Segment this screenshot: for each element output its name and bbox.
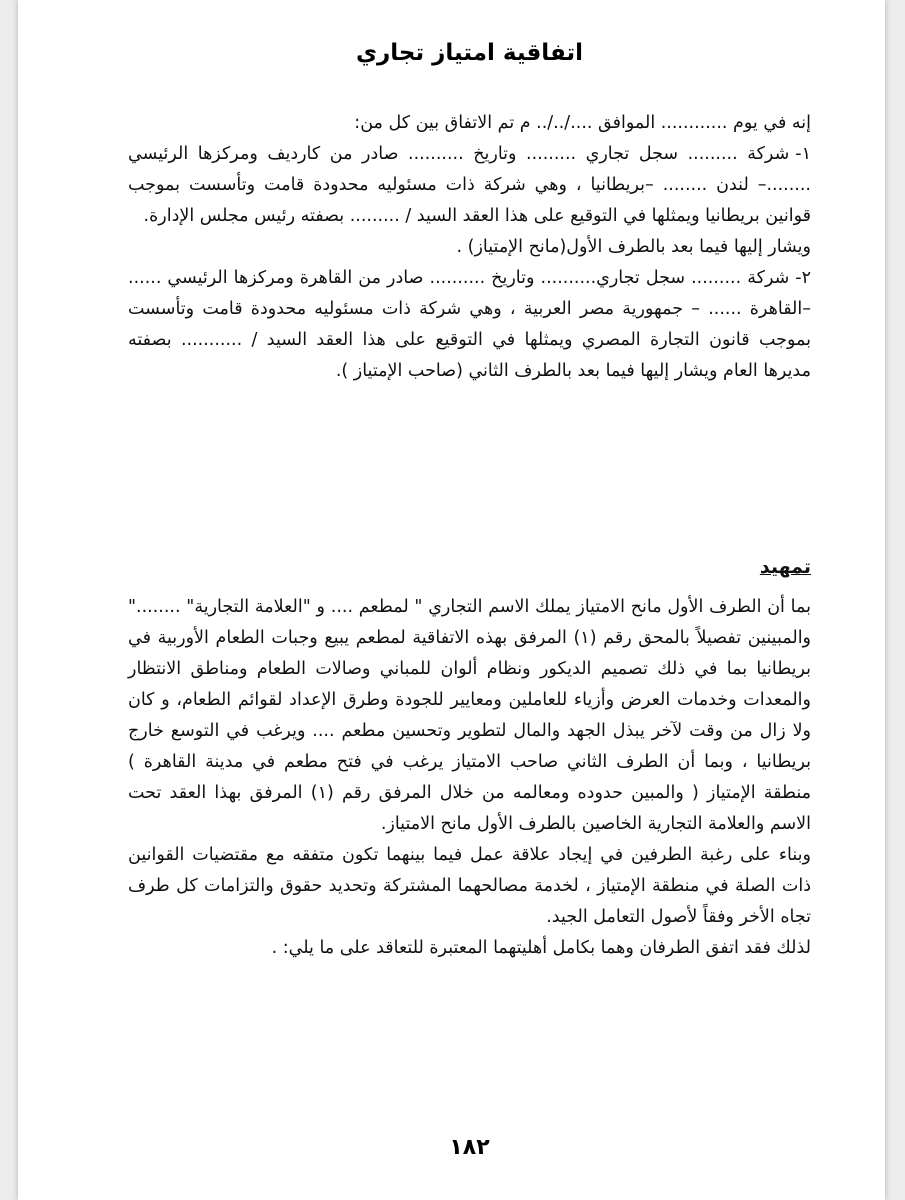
contract-parties-section [128, 108, 811, 387]
party-one-reference: ويشار إليها فيما بعد بالطرف الأول(مانح الإمتياز) . [456, 237, 811, 257]
document-title: اتفاقية امتياز تجاري [355, 40, 584, 66]
preamble-section [128, 592, 811, 964]
preamble-heading: تمهيد [759, 556, 811, 578]
preamble-paragraph-3: لذلك فقد اتفق الطرفان وهما بكامل أهليتهما المعتبرة للتعاقد على ما يلي: . [271, 938, 811, 958]
party-one-clause [128, 139, 811, 232]
party-two-number: ٢- [795, 268, 811, 288]
party-one-number: ١- [795, 144, 811, 164]
party-two-text: شركة ......... سجل تجاري.......... وتاريخ .......... صادر من القاهرة ومركزها الرئيسي ...... –القاهرة ...... – جمهورية مصر العربية ، وهي شركة ذات مسئوليه محدودة قامت وتأسست بموجب قانون التجارة المصري ويمثلها في التوقيع على هذا العقد السيد / ........... بصفته مديرها العام ويشار إليها فيما بعد بالطرف الثاني (صاحب الإمتياز ). [128, 268, 811, 381]
intro-line: إنه في يوم ............ الموافق ..../../.. م تم الاتفاق بين كل من: [354, 113, 811, 133]
document-page [18, 0, 885, 1200]
preamble-paragraph-1: بما أن الطرف الأول مانح الامتياز يملك الاسم التجاري " لمطعم .... و "العلامة التجارية" ........" والمبينين تفصيلاً بالمحق رقم (١) المرفق بهذه الاتفاقية لمطعم يبيع وجبات الطعام الأوربية في بريطانيا بما في ذلك تصميم الديكور ونظام ألوان للمباني وصالات الطعام ومناطق الانتظار والمعدات وخدمات العرض وأزياء للعاملين ومعايير للجودة وطرق الإعداد لقوائم الطعام، و كان ولا زال من وقت لآخر يبذل الجهد والمال لتطوير وتحسين مطعم .... ويرغب في التوسع خارج بريطانيا ، وبما أن الطرف الثاني صاحب الامتياز يرغب في فتح مطعم في مدينة القاهرة ) منطقة الإمتياز ( والمبين حدوده ومعالمه من خلال المرفق رقم (١) المرفق بهذا العقد تحت الاسم والعلامة التجارية الخاصين بالطرف الأول مانح الامتياز. [128, 597, 812, 834]
preamble-paragraph-2: وبناء على رغبة الطرفين في إيجاد علاقة عمل فيما بينهما تكون متفقه مع مقتضيات القوانين ذات الصلة في منطقة الإمتياز ، لخدمة مصالحهما المشتركة وتحديد حقوق والتزامات كل طرف تجاه الأخر وفقاً لأصول التعامل الجيد. [128, 845, 811, 927]
party-two-clause [128, 263, 811, 387]
party-one-text: شركة ......... سجل تجاري ......... وتاريخ .......... صادر من كارديف ومركزها الرئيسي ........– لندن ........ –بريطانيا ، وهي شركة ذات مسئوليه محدودة قامت وتأسست بموجب قوانين بريطانيا ويمثلها في التوقيع على هذا العقد السيد / ......... بصفته رئيس مجلس الإدارة. [128, 144, 811, 226]
page-number: ١٨٢ [449, 1135, 490, 1160]
